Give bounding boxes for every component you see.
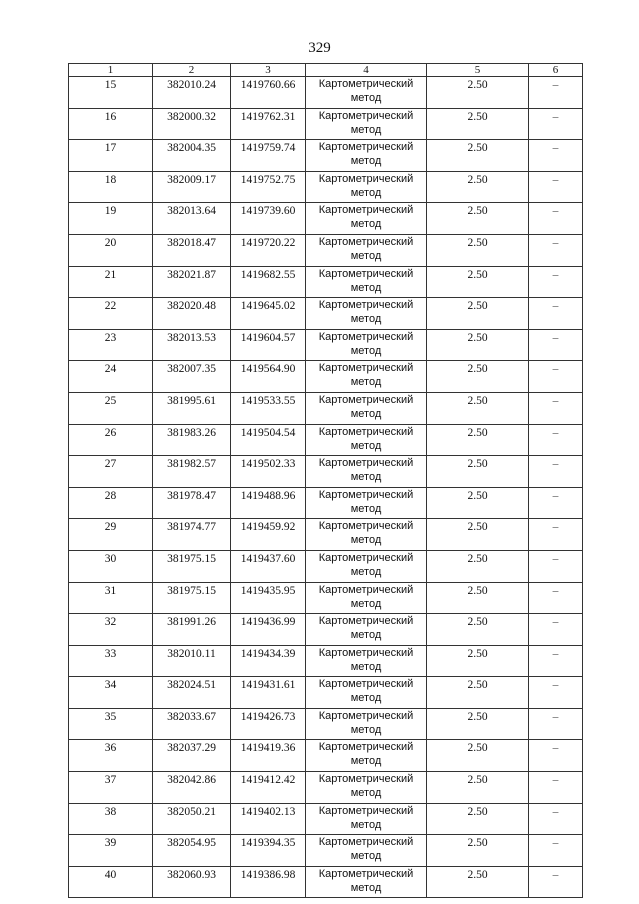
- accuracy-cell: 2.50: [427, 456, 529, 488]
- table-row: [69, 803, 583, 835]
- table-row: [69, 77, 583, 109]
- accuracy-cell: 2.50: [427, 171, 529, 203]
- point-number-cell: 32: [69, 614, 153, 646]
- y-coordinate-cell: 1419434.39: [231, 645, 306, 677]
- table-row: [69, 456, 583, 488]
- point-number-cell: 30: [69, 550, 153, 582]
- method-cell: Картометрический метод: [306, 392, 427, 424]
- method-cell: Картометрический метод: [306, 835, 427, 867]
- point-number-cell: 24: [69, 361, 153, 393]
- point-number-cell: 19: [69, 203, 153, 235]
- x-coordinate-cell: 381978.47: [153, 487, 231, 519]
- y-coordinate-cell: 1419720.22: [231, 234, 306, 266]
- table-row: [69, 266, 583, 298]
- method-cell: Картометрический метод: [306, 140, 427, 172]
- note-cell: –: [529, 361, 583, 393]
- table-row: [69, 234, 583, 266]
- x-coordinate-cell: 381995.61: [153, 392, 231, 424]
- x-coordinate-cell: 381983.26: [153, 424, 231, 456]
- point-number-cell: 15: [69, 77, 153, 109]
- x-coordinate-cell: 382013.53: [153, 329, 231, 361]
- x-coordinate-cell: 382033.67: [153, 708, 231, 740]
- table-row: [69, 140, 583, 172]
- x-coordinate-cell: 382021.87: [153, 266, 231, 298]
- method-cell: Картометрический метод: [306, 234, 427, 266]
- accuracy-cell: 2.50: [427, 740, 529, 772]
- method-cell: Картометрический метод: [306, 772, 427, 804]
- y-coordinate-cell: 1419502.33: [231, 456, 306, 488]
- table-row: [69, 392, 583, 424]
- x-coordinate-cell: 382050.21: [153, 803, 231, 835]
- method-cell: Картометрический метод: [306, 108, 427, 140]
- y-coordinate-cell: 1419752.75: [231, 171, 306, 203]
- note-cell: –: [529, 329, 583, 361]
- accuracy-cell: 2.50: [427, 487, 529, 519]
- method-cell: Картометрический метод: [306, 266, 427, 298]
- accuracy-cell: 2.50: [427, 77, 529, 109]
- y-coordinate-cell: 1419419.36: [231, 740, 306, 772]
- x-coordinate-cell: 382010.24: [153, 77, 231, 109]
- page-number: 329: [308, 40, 331, 56]
- y-coordinate-cell: 1419394.35: [231, 835, 306, 867]
- coordinates-table-body: [69, 64, 583, 898]
- point-number-cell: 22: [69, 298, 153, 330]
- table-row: [69, 329, 583, 361]
- note-cell: –: [529, 740, 583, 772]
- y-coordinate-cell: 1419504.54: [231, 424, 306, 456]
- x-coordinate-cell: 382037.29: [153, 740, 231, 772]
- point-number-cell: 31: [69, 582, 153, 614]
- note-cell: –: [529, 171, 583, 203]
- method-cell: Картометрический метод: [306, 487, 427, 519]
- accuracy-cell: 2.50: [427, 582, 529, 614]
- x-coordinate-cell: 382013.64: [153, 203, 231, 235]
- method-cell: Картометрический метод: [306, 740, 427, 772]
- note-cell: –: [529, 487, 583, 519]
- note-cell: –: [529, 519, 583, 551]
- note-cell: –: [529, 582, 583, 614]
- method-cell: Картометрический метод: [306, 424, 427, 456]
- y-coordinate-cell: 1419426.73: [231, 708, 306, 740]
- y-coordinate-cell: 1419739.60: [231, 203, 306, 235]
- note-cell: –: [529, 550, 583, 582]
- table-row: [69, 835, 583, 867]
- x-coordinate-cell: 381974.77: [153, 519, 231, 551]
- note-cell: –: [529, 392, 583, 424]
- accuracy-cell: 2.50: [427, 519, 529, 551]
- column-header: 6: [529, 64, 583, 77]
- table-row: [69, 866, 583, 898]
- accuracy-cell: 2.50: [427, 361, 529, 393]
- point-number-cell: 20: [69, 234, 153, 266]
- note-cell: –: [529, 266, 583, 298]
- y-coordinate-cell: 1419533.55: [231, 392, 306, 424]
- x-coordinate-cell: 382020.48: [153, 298, 231, 330]
- accuracy-cell: 2.50: [427, 266, 529, 298]
- accuracy-cell: 2.50: [427, 424, 529, 456]
- x-coordinate-cell: 382024.51: [153, 677, 231, 709]
- table-row: [69, 487, 583, 519]
- note-cell: –: [529, 708, 583, 740]
- y-coordinate-cell: 1419645.02: [231, 298, 306, 330]
- y-coordinate-cell: 1419760.66: [231, 77, 306, 109]
- point-number-cell: 27: [69, 456, 153, 488]
- method-cell: Картометрический метод: [306, 582, 427, 614]
- x-coordinate-cell: 381975.15: [153, 582, 231, 614]
- note-cell: –: [529, 424, 583, 456]
- coordinates-table: [68, 63, 583, 898]
- column-header: 2: [153, 64, 231, 77]
- note-cell: –: [529, 835, 583, 867]
- method-cell: Картометрический метод: [306, 614, 427, 646]
- accuracy-cell: 2.50: [427, 140, 529, 172]
- point-number-cell: 23: [69, 329, 153, 361]
- x-coordinate-cell: 382009.17: [153, 171, 231, 203]
- column-header: 4: [306, 64, 427, 77]
- table-row: [69, 298, 583, 330]
- point-number-cell: 35: [69, 708, 153, 740]
- point-number-cell: 28: [69, 487, 153, 519]
- accuracy-cell: 2.50: [427, 550, 529, 582]
- x-coordinate-cell: 381982.57: [153, 456, 231, 488]
- table-row: [69, 614, 583, 646]
- accuracy-cell: 2.50: [427, 677, 529, 709]
- point-number-cell: 21: [69, 266, 153, 298]
- y-coordinate-cell: 1419682.55: [231, 266, 306, 298]
- point-number-cell: 38: [69, 803, 153, 835]
- y-coordinate-cell: 1419436.99: [231, 614, 306, 646]
- x-coordinate-cell: 382060.93: [153, 866, 231, 898]
- x-coordinate-cell: 382000.32: [153, 108, 231, 140]
- note-cell: –: [529, 866, 583, 898]
- y-coordinate-cell: 1419604.57: [231, 329, 306, 361]
- accuracy-cell: 2.50: [427, 645, 529, 677]
- table-row: [69, 582, 583, 614]
- point-number-cell: 29: [69, 519, 153, 551]
- accuracy-cell: 2.50: [427, 772, 529, 804]
- column-header: 5: [427, 64, 529, 77]
- method-cell: Картометрический метод: [306, 77, 427, 109]
- table-row: [69, 519, 583, 551]
- note-cell: –: [529, 803, 583, 835]
- note-cell: –: [529, 456, 583, 488]
- accuracy-cell: 2.50: [427, 392, 529, 424]
- y-coordinate-cell: 1419762.31: [231, 108, 306, 140]
- method-cell: Картометрический метод: [306, 708, 427, 740]
- point-number-cell: 25: [69, 392, 153, 424]
- method-cell: Картометрический метод: [306, 171, 427, 203]
- y-coordinate-cell: 1419759.74: [231, 140, 306, 172]
- table-row: [69, 108, 583, 140]
- note-cell: –: [529, 140, 583, 172]
- method-cell: Картометрический метод: [306, 298, 427, 330]
- table-row: [69, 424, 583, 456]
- method-cell: Картометрический метод: [306, 803, 427, 835]
- x-coordinate-cell: 381975.15: [153, 550, 231, 582]
- point-number-cell: 39: [69, 835, 153, 867]
- point-number-cell: 16: [69, 108, 153, 140]
- y-coordinate-cell: 1419435.95: [231, 582, 306, 614]
- accuracy-cell: 2.50: [427, 329, 529, 361]
- note-cell: –: [529, 108, 583, 140]
- accuracy-cell: 2.50: [427, 203, 529, 235]
- table-row: [69, 203, 583, 235]
- point-number-cell: 36: [69, 740, 153, 772]
- point-number-cell: 40: [69, 866, 153, 898]
- accuracy-cell: 2.50: [427, 108, 529, 140]
- note-cell: –: [529, 645, 583, 677]
- table-row: [69, 171, 583, 203]
- note-cell: –: [529, 203, 583, 235]
- y-coordinate-cell: 1419386.98: [231, 866, 306, 898]
- point-number-cell: 37: [69, 772, 153, 804]
- note-cell: –: [529, 77, 583, 109]
- method-cell: Картометрический метод: [306, 456, 427, 488]
- column-header: 1: [69, 64, 153, 77]
- method-cell: Картометрический метод: [306, 645, 427, 677]
- accuracy-cell: 2.50: [427, 298, 529, 330]
- point-number-cell: 18: [69, 171, 153, 203]
- point-number-cell: 34: [69, 677, 153, 709]
- note-cell: –: [529, 677, 583, 709]
- accuracy-cell: 2.50: [427, 803, 529, 835]
- point-number-cell: 33: [69, 645, 153, 677]
- table-row: [69, 645, 583, 677]
- accuracy-cell: 2.50: [427, 614, 529, 646]
- y-coordinate-cell: 1419431.61: [231, 677, 306, 709]
- method-cell: Картометрический метод: [306, 519, 427, 551]
- point-number-cell: 26: [69, 424, 153, 456]
- x-coordinate-cell: 382018.47: [153, 234, 231, 266]
- accuracy-cell: 2.50: [427, 234, 529, 266]
- method-cell: Картометрический метод: [306, 361, 427, 393]
- y-coordinate-cell: 1419459.92: [231, 519, 306, 551]
- x-coordinate-cell: 382004.35: [153, 140, 231, 172]
- method-cell: Картометрический метод: [306, 329, 427, 361]
- y-coordinate-cell: 1419412.42: [231, 772, 306, 804]
- table-row: [69, 772, 583, 804]
- x-coordinate-cell: 382007.35: [153, 361, 231, 393]
- x-coordinate-cell: 381991.26: [153, 614, 231, 646]
- y-coordinate-cell: 1419564.90: [231, 361, 306, 393]
- y-coordinate-cell: 1419488.96: [231, 487, 306, 519]
- note-cell: –: [529, 234, 583, 266]
- method-cell: Картометрический метод: [306, 550, 427, 582]
- table-row: [69, 361, 583, 393]
- column-header: 3: [231, 64, 306, 77]
- method-cell: Картометрический метод: [306, 677, 427, 709]
- point-number-cell: 17: [69, 140, 153, 172]
- note-cell: –: [529, 772, 583, 804]
- table-row: [69, 740, 583, 772]
- table-row: [69, 550, 583, 582]
- x-coordinate-cell: 382054.95: [153, 835, 231, 867]
- table-row: [69, 677, 583, 709]
- accuracy-cell: 2.50: [427, 866, 529, 898]
- x-coordinate-cell: 382042.86: [153, 772, 231, 804]
- y-coordinate-cell: 1419402.13: [231, 803, 306, 835]
- table-header-row: [69, 64, 583, 77]
- x-coordinate-cell: 382010.11: [153, 645, 231, 677]
- method-cell: Картометрический метод: [306, 866, 427, 898]
- accuracy-cell: 2.50: [427, 708, 529, 740]
- note-cell: –: [529, 298, 583, 330]
- accuracy-cell: 2.50: [427, 835, 529, 867]
- method-cell: Картометрический метод: [306, 203, 427, 235]
- note-cell: –: [529, 614, 583, 646]
- y-coordinate-cell: 1419437.60: [231, 550, 306, 582]
- table-row: [69, 708, 583, 740]
